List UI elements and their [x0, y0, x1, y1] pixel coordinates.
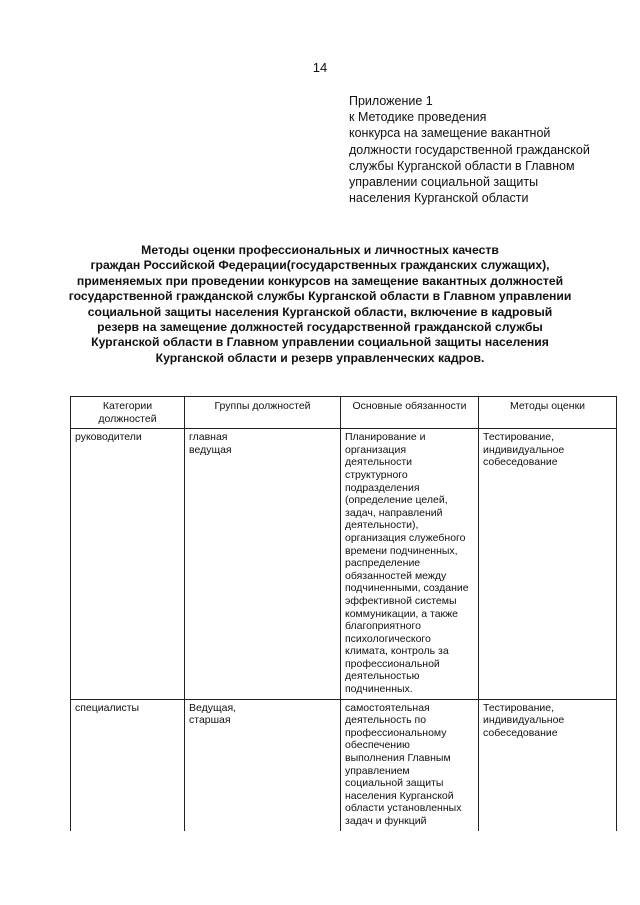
cell-line: (определение целей,: [345, 494, 448, 507]
heading-line: резерв на замещение должностей государственной гражданской службы: [97, 320, 543, 335]
table-row: [71, 699, 617, 830]
cell-line: руководители: [75, 431, 142, 444]
cell-line: Планирование и: [345, 431, 426, 444]
cell-line: времени подчиненных,: [345, 544, 458, 557]
header-category: [71, 397, 185, 429]
cell-line: деятельности),: [345, 519, 419, 532]
cell-line: обеспечению: [345, 739, 410, 752]
heading-line: Курганской области в Главном управлении социальной защиты населения: [91, 335, 549, 350]
cell-line: деятельность по: [345, 714, 427, 727]
groups-cell: [185, 429, 341, 699]
cell-line: профессиональной: [345, 657, 440, 670]
cell-line: распределение: [345, 557, 421, 570]
cell-line: Ведущая,: [189, 701, 237, 714]
heading-line: применяемых при проведении конкурсов на замещение вакантных должностей: [76, 273, 564, 288]
methods-cell: [479, 699, 617, 830]
heading-line: социальной защиты населения Курганской области, включение в кадровый: [87, 304, 553, 319]
groups-cell: [185, 699, 341, 830]
duties-cell: [341, 699, 479, 830]
assessment-methods-table: [70, 396, 617, 831]
appendix-line: к Методике проведения: [349, 110, 487, 125]
appendix-note: [349, 93, 619, 206]
table-row: [71, 429, 617, 699]
category-cell: [71, 429, 185, 699]
cell-line: деятельности: [345, 456, 412, 469]
cell-line: населения Курганской: [345, 789, 454, 802]
cell-line: Тестирование,: [483, 701, 554, 714]
cell-line: деятельностью: [345, 670, 420, 683]
cell-line: выполнения Главным: [345, 752, 451, 765]
header-line: Основные обязанности: [352, 400, 467, 412]
cell-line: благоприятного: [345, 620, 421, 633]
cell-line: главная: [189, 431, 228, 444]
cell-line: подразделения: [345, 481, 420, 494]
cell-line: задач, направлений: [345, 506, 443, 519]
cell-line: психологического: [345, 632, 431, 645]
cell-line: профессиональному: [345, 726, 447, 739]
cell-line: эффективной системы: [345, 594, 457, 607]
cell-line: ведущая: [189, 443, 232, 456]
cell-line: подчиненных.: [345, 683, 413, 696]
appendix-line: Приложение 1: [349, 94, 433, 108]
appendix-line: населения Курганской области: [349, 191, 529, 206]
cell-line: задач и функций: [345, 815, 427, 827]
header-line: Методы оценки: [509, 400, 586, 412]
header-methods: [479, 397, 617, 429]
appendix-line: конкурса на замещение вакантной: [349, 126, 551, 141]
duties-cell: [341, 429, 479, 699]
cell-line: старшая: [189, 714, 231, 727]
header-line: Группы должностей: [214, 400, 311, 412]
header-groups: [185, 397, 341, 429]
table-header-row: [71, 397, 617, 429]
page-number: 14: [312, 60, 328, 75]
cell-line: климата, контроль за: [345, 645, 449, 658]
heading-line: Курганской области и резерв управленческих кадров.: [155, 350, 485, 365]
category-cell: [71, 699, 185, 830]
cell-line: собеседование: [483, 456, 558, 469]
appendix-line: должности государственной гражданской: [349, 142, 590, 157]
heading-line: Методы оценки профессиональных и личностных качеств: [141, 243, 499, 257]
cell-line: структурного: [345, 468, 408, 481]
appendix-line: службы Курганской области в Главном: [349, 158, 575, 173]
header-line: Категории: [102, 400, 153, 412]
cell-line: собеседование: [483, 726, 558, 739]
cell-line: индивидуальное: [483, 714, 565, 727]
header-duties: [341, 397, 479, 429]
cell-line: организация служебного: [345, 531, 466, 544]
header-line: должностей: [98, 412, 157, 425]
cell-line: управлением: [345, 764, 410, 777]
heading-line: государственной гражданской службы Курганской области в Главном управлении: [68, 289, 572, 304]
cell-line: организация: [345, 443, 407, 456]
cell-line: индивидуальное: [483, 443, 565, 456]
document-heading: [0, 243, 640, 366]
cell-line: специалисты: [75, 701, 140, 714]
cell-line: области установленных: [345, 802, 462, 815]
cell-line: коммуникации, а также: [345, 607, 459, 620]
cell-line: обязанностей между: [345, 569, 447, 582]
methods-cell: [479, 429, 617, 699]
cell-line: самостоятельная: [345, 701, 430, 714]
heading-line: граждан Российской Федерации(государственных гражданских служащих),: [90, 258, 550, 273]
cell-line: подчиненными, создание: [345, 582, 469, 595]
cell-line: Тестирование,: [483, 431, 554, 444]
cell-line: социальной защиты: [345, 777, 444, 790]
appendix-line: управлении социальной защиты: [349, 175, 539, 190]
